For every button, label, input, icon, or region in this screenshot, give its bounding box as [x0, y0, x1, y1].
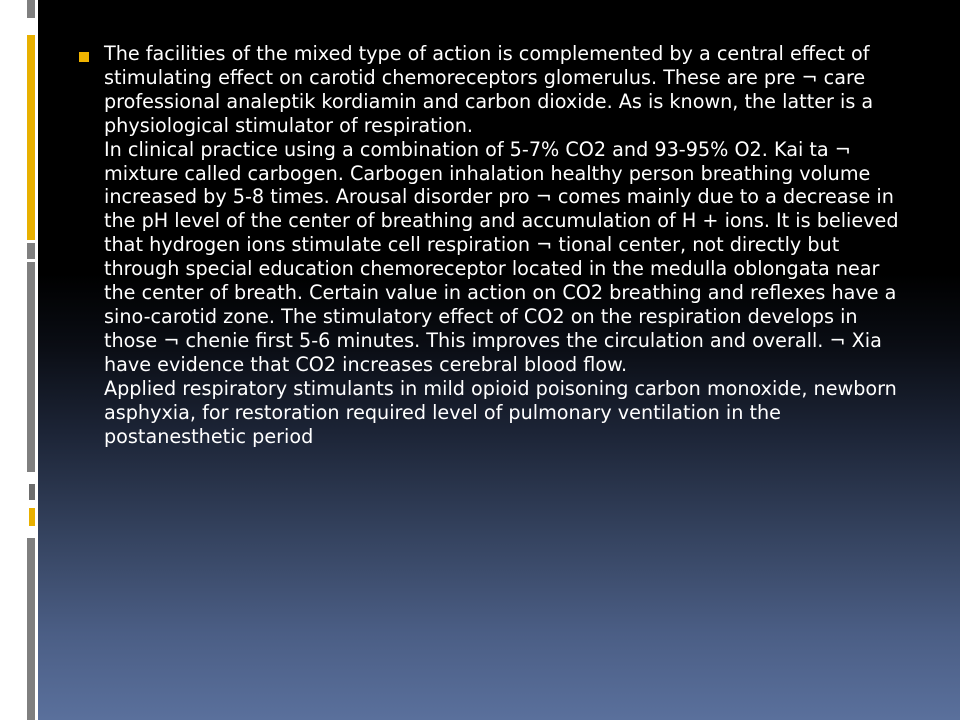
decor-bar-gray-small	[27, 243, 35, 259]
decor-square-yellow	[29, 508, 35, 526]
paragraph-1: The facilities of the mixed type of action is complemented by a central effect of stimulating effect on carotid chemoreceptors glomerulus. These are pre ¬ care professional analeptik kordiamin and carbon dioxide. As is known, the latter is a physiological stimulator of respiration.	[104, 42, 874, 137]
decor-bar-yellow	[27, 35, 35, 240]
bullet-text	[76, 42, 902, 448]
decor-bar-gray-middle	[27, 262, 35, 472]
paragraph-2: In clinical practice using a combination of 5-7% CO2 and 93-95% O2. Kai ta ¬ mixture called carbogen. Carbogen inhalation healthy person breathing volume increased by 5-8 times. Arousal disorder pro ¬ comes mainly due to a decrease in the pH level of the center of breathing and accumulation of H + ions. It is believed that hydrogen ions stimulate cell respiration ¬ tional center, not directly but through special education chemoreceptor located in the medulla oblongata near the center of breath. Certain value in action on CO2 breathing and reflexes have a sino-carotid zone. The stimulatory effect of CO2 on the respiration develops in those ¬ chenie first 5-6 minutes. This improves the circulation and overall. ¬ Xia have evidence that CO2 increases cerebral blood flow.	[104, 137, 899, 376]
square-bullet-icon	[79, 52, 89, 62]
decor-bar-gray-top	[27, 0, 35, 18]
paragraph-3: Applied respiratory stimulants in mild opioid poisoning carbon monoxide, newborn asphyxia, for restoration required level of pulmonary ventilation in the postanesthetic period	[104, 376, 897, 448]
slide-body	[76, 42, 902, 448]
decor-square-gray	[29, 484, 35, 500]
decor-bar-gray-bottom	[27, 538, 35, 720]
